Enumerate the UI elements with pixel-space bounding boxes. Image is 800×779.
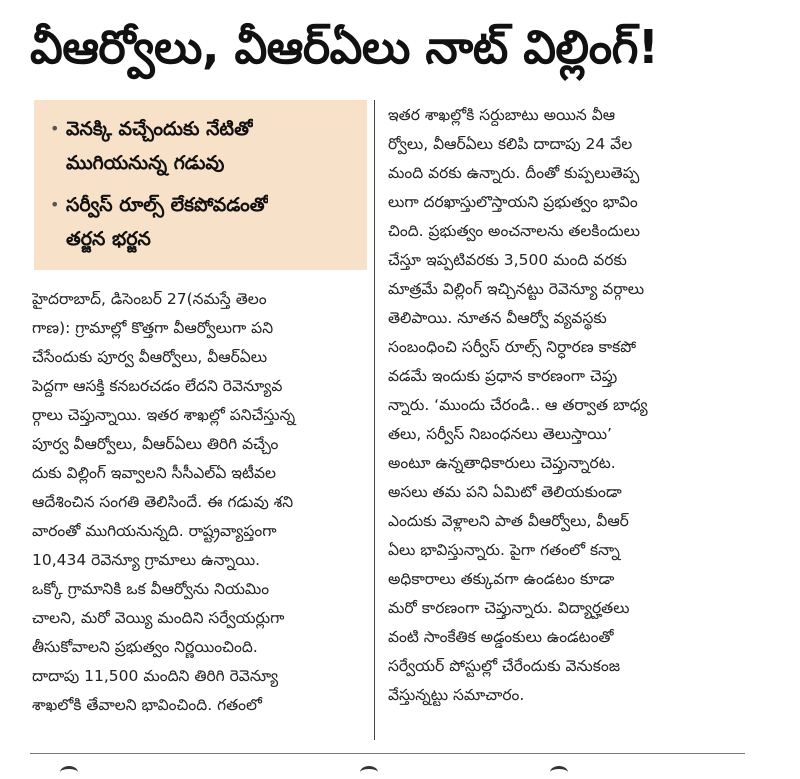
article-left-column bbox=[32, 285, 366, 720]
highlight-item bbox=[50, 112, 353, 180]
article-line: వంటి సాంకేతిక అడ్డంకులు ఉండటంతో bbox=[388, 628, 614, 646]
article-line: పూర్వ వీఆర్వోలు, వీఆర్‌ఏలు తిరిగి వచ్చేం bbox=[32, 435, 279, 453]
highlight-line: ముగియనున్న గడువు bbox=[66, 152, 225, 174]
cutoff-glyph bbox=[550, 766, 568, 779]
article-line: వడమే ఇందుకు ప్రధాన కారణంగా చెప్తు bbox=[388, 367, 618, 385]
article-line: పెద్దగా ఆసక్తి కనబరచడం లేదని రెవెన్యూవ bbox=[32, 377, 283, 395]
bullet-dot-icon: • bbox=[50, 195, 60, 214]
highlight-line: వెనక్కి వచ్చేందుకు నేటితో bbox=[66, 118, 253, 140]
highlight-line: సర్వీస్ రూల్స్ లేకపోవడంతో bbox=[66, 194, 269, 216]
article-line: అధికారాలు తక్కువగా ఉండటం కూడా bbox=[388, 570, 615, 588]
highlight-line: తర్జన భర్జన bbox=[66, 228, 151, 250]
article-line: దుకు విల్లింగ్ ఇవ్వాలని సీసీఎల్‌ఏ ఇటీవల bbox=[32, 464, 276, 482]
bottom-rule bbox=[30, 753, 745, 754]
highlight-text bbox=[66, 188, 268, 256]
article-line: వేస్తున్నట్టు సమాచారం. bbox=[388, 686, 525, 704]
article-line: ఏలు భావిస్తున్నారు. పైగా గతంలో కన్నా bbox=[388, 541, 620, 559]
article-line: ఎందుకు వెళ్లాలని పాత వీఆర్వోలు, వీఆర్ bbox=[388, 512, 629, 530]
headline: వీఆర్వోలు, వీఆర్‌ఏలు నాట్ విల్లింగ్! bbox=[30, 20, 659, 74]
article-line: చేసేందుకు పూర్వ వీఆర్వోలు, వీఆర్‌ఏలు bbox=[32, 348, 268, 366]
article-line: హైదరాబాద్, డిసెంబర్ 27(నమస్తే తెలం bbox=[32, 290, 267, 308]
article-line: తీసుకోవాలని ప్రభుత్వం నిర్ణయించింది. bbox=[32, 638, 258, 656]
article-line: మంది వరకు ఉన్నారు. దీంతో కుప్పలుతెప్ప bbox=[388, 164, 640, 182]
article-line: శాఖలోకి తేవాలని భావించింది. గతంలో bbox=[32, 696, 262, 714]
article-line: తలు, సర్వీస్ నిబంధనలు తెలుస్తాయి’ bbox=[388, 425, 612, 443]
highlight-text bbox=[66, 112, 253, 180]
highlights-box bbox=[34, 100, 367, 270]
article-line: అంటూ ఉన్నతాధికారులు చెప్తున్నారట. bbox=[388, 454, 616, 472]
article-right-column bbox=[388, 101, 728, 710]
article-line: 10,434 రెవెన్యూ గ్రామాలు ఉన్నాయి. bbox=[32, 551, 261, 569]
article-line: లుగా దరఖాస్తులొస్తాయని ప్రభుత్వం భావిం bbox=[388, 193, 638, 211]
next-article-cutoff bbox=[30, 762, 770, 776]
cutoff-glyph bbox=[360, 766, 378, 779]
article-line: చింది. ప్రభుత్వం అంచనాలను తలకిందులు bbox=[388, 222, 641, 240]
article-line: ఇతర శాఖల్లోకి సర్దుబాటు అయిన వీఆ bbox=[388, 106, 616, 124]
article-line: దాదాపు 11,500 మందిని తిరిగి రెవెన్యూ bbox=[32, 667, 279, 685]
article-line: న్నారు. ‘ముందు చేరండి.. ఆ తర్వాత బాధ్య bbox=[388, 396, 648, 414]
article-line: అసలు తమ పని ఏమిటో తెలియకుండా bbox=[388, 483, 622, 501]
cutoff-glyph bbox=[60, 766, 78, 779]
article-line: మాత్రమే విల్లింగ్ ఇచ్చినట్టు రెవెన్యూ వర్గాలు bbox=[388, 280, 645, 298]
article-line: ఒక్కో గ్రామానికి ఒక వీఆర్వోను నియమిం bbox=[32, 580, 270, 598]
highlight-item bbox=[50, 188, 353, 256]
article-line: ర్గాలు చెప్తున్నాయి. ఇతర శాఖల్లో పనిచేస్తున్న bbox=[32, 406, 296, 424]
article-line: గాణ): గ్రామాల్లో కొత్తగా వీఆర్వోలుగా పని bbox=[32, 319, 274, 337]
article-line: చేస్తూ ఇప్పటివరకు 3,500 మంది వరకు bbox=[388, 251, 627, 269]
article-line: సర్వేయర్ పోస్టుల్లో చేరేందుకు వెనుకంజ bbox=[388, 657, 621, 675]
article-line: తెలిపాయి. నూతన వీఆర్వో వ్యవస్థకు bbox=[388, 309, 607, 327]
article-line: వారంతో ముగియనున్నది. రాష్ట్రవ్యాప్తంగా bbox=[32, 522, 277, 540]
article-line: ర్వోలు, వీఆర్‌ఏలు కలిపి దాదాపు 24 వేల bbox=[388, 135, 633, 153]
article-line: ఆదేశించిన సంగతి తెలిసిందే. ఈ గడువు శని bbox=[32, 493, 294, 511]
column-divider bbox=[374, 100, 375, 740]
article-line: మరో కారణంగా చెప్తున్నారు. విద్యార్హతలు bbox=[388, 599, 630, 617]
article-line: సంబంధించి సర్వీస్ రూల్స్ నిర్ధారణ కాకపో bbox=[388, 338, 636, 356]
bullet-dot-icon: • bbox=[50, 119, 60, 138]
article-line: చాలని, మరో వెయ్యి మందిని సర్వేయర్లుగా bbox=[32, 609, 285, 627]
